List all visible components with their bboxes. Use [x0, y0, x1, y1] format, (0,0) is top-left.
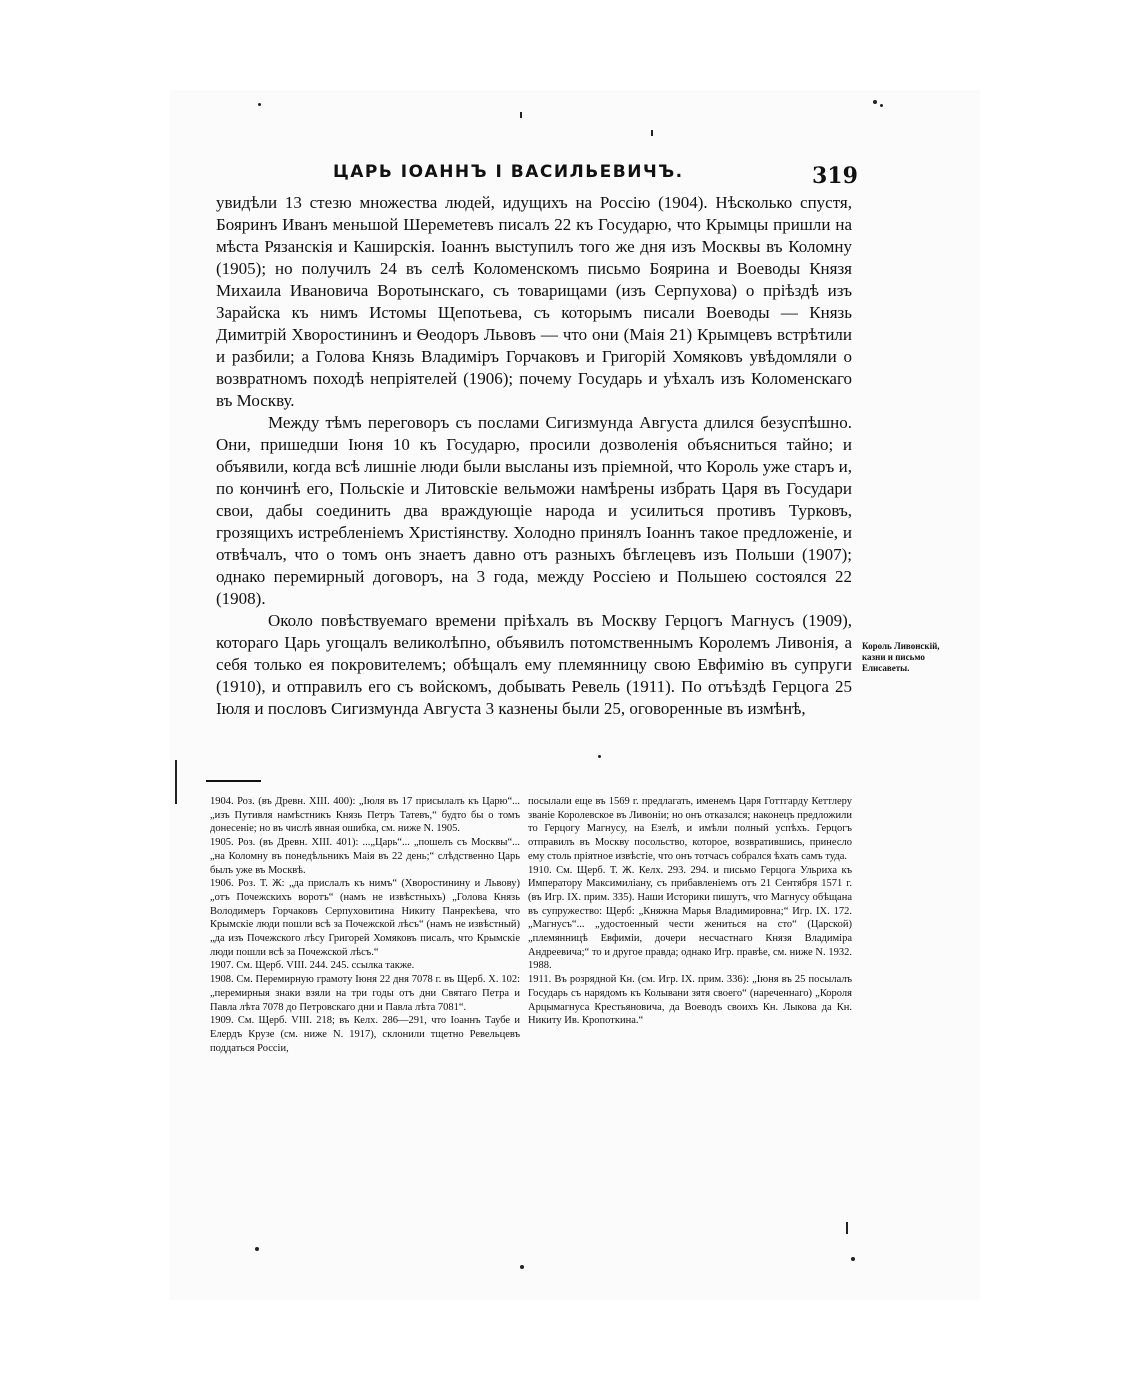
footnote-separator [206, 780, 261, 782]
scan-speck [520, 1265, 524, 1269]
scan-speck [520, 112, 522, 118]
footnote: 1910. См. Щерб. Т. Ж. Келх. 293. 294. и письмо Герцога Ульриха къ Императору Максимиліану, съ прибавленіемъ отъ 21 Сентября 1571 г. (въ Игр. IX. прим. 335). Наши Историки пишутъ, что Магнусу обѣщана въ супружество: Щерб: „Княжна Марья Владимировна;“ Игр. IX. 172. „Магнусъ“... „удостоенный чести жениться на сто“ (Царской) „племянницѣ Евфиміи, дочери несчастнаго Князя Владиміра Андреевича;“ то и другое правда; однако Игр. правѣе, см. ниже N. 1932. 1988. [528, 864, 852, 972]
scan-speck [851, 1257, 855, 1261]
main-text [216, 192, 852, 720]
page-number: 319 [812, 163, 858, 189]
paragraph: увидѣли 13 стезю множества людей, идущихъ на Россію (1904). Нѣсколько спустя, Бояринъ Иванъ меньшой Шереметевъ писалъ 22 къ Государю, что Крымцы пришли на мѣста Рязанскія и Каширскія. Іоаннъ выступилъ того же дня изъ Москвы въ Коломну (1905); но получилъ 24 въ селѣ Коломенскомъ письмо Боярина и Воеводы Князя Михаила Ивановича Воротынскаго, съ товарищами (изъ Серпухова) о пріѣздѣ изъ Зарайска къ нимъ Истомы Щепотьева, съ которымъ писали Воеводы — Князь Димитрій Хворостининъ и Ѳеодоръ Львовъ — что они (Маія 21) Крымцевъ встрѣтили и разбили; а Голова Князь Владиміръ Горчаковъ и Григорій Хомяковъ увѣдомляли о возвратномъ походѣ непріятелей (1906); почему Государь и уѣхалъ изъ Коломенскаго въ Москву. [216, 193, 852, 410]
footnote: посылали еще въ 1569 г. предлагать, именемъ Царя Готтгарду Кеттлеру званіе Королевское въ Ливоніи; но онъ отказался; наконецъ предложили то Герцогу Магнусу, на Езелѣ, и имѣли полный успѣхъ. Герцогъ отправилъ въ Москву посольство, которое, возвратившись, принесло ему столь пріятное извѣстіе, что онъ тотчасъ собрался ѣхать самъ туда. [528, 796, 852, 862]
paragraph: Между тѣмъ переговоръ съ послами Сигизмунда Августа длился безуспѣшно. Они, пришедши Іюня 10 къ Государю, просили дозволенія объясниться тайно; и объявили, когда всѣ лишніе люди были высланы изъ пріемной, что Король уже старъ и, по кончинѣ его, Польскіе и Литовскіе вельможи намѣрены избрать Царя въ Государи свои, дабы соединить два враждующіе народа и усилиться противъ Турковъ, грозящихъ истребленіемъ Христіянству. Холодно принялъ Іоаннъ такое предложеніе, и отвѣчалъ, что о томъ онъ знаетъ давно отъ разныхъ бѣглецевъ изъ Польши (1907); однако перемирный договоръ, на 3 года, между Россіею и Польшею состоялся 22 (1908). [216, 413, 852, 608]
footnote: 1904. Роз. (въ Древн. XIII. 400): „Іюля въ 17 присылалъ къ Царю“... „изъ Путивля намѣстникъ Князь Петръ Татевъ,“ будто бы о томъ донесеніе; но въ числѣ явная ошибка, см. ниже N. 1905. [210, 796, 520, 835]
margin-note: Король Ливонскій, казни и письмо Елисаветы. [862, 641, 940, 673]
footnote: 1907. См. Щерб. VIII. 244. 245. ссылка также. [210, 960, 415, 972]
scan-speck [258, 103, 261, 106]
scan-speck [880, 104, 883, 107]
scan-speck [175, 760, 177, 804]
scan-speck [255, 1247, 259, 1251]
footnotes-left-column [210, 795, 520, 1055]
footnote: 1906. Роз. Т. Ж: „да прислалъ къ нимъ“ (Хворостинину и Львову) „отъ Почежскихъ воротъ“ (намъ не извѣстныхъ) „Голова Князь Володимеръ Горчаковъ Серпуховитина Никиту Панрекѣева, что Крымскіе люди пошли всѣ за Почежской лѣсъ“ (намъ не извѣстный) „да изъ Почежского лѣсу Григорей Хомяковъ писалъ, что Крымскіе люди пошли всѣ за Почежской лѣсъ.“ [210, 878, 520, 958]
scan-speck [651, 130, 653, 136]
scan-speck [598, 755, 601, 758]
footnote: 1909. См. Щерб. VIII. 218; въ Келх. 286—291, что Іоаннъ Таубе и Елердъ Крузе (см. ниже N. 1917), склонили тщетно Ревельцевъ поддаться Россіи, [210, 1015, 520, 1054]
footnotes-right-column [528, 795, 852, 1028]
scan-speck [846, 1222, 848, 1234]
footnote: 1908. См. Перемирную грамоту Іюня 22 дня 7078 г. въ Щерб. X. 102: „перемирныя знаки взяли на три годы отъ дни Святаго Петра и Павла лѣта 7078 до Петровскаго дни и Павла лѣта 7081“. [210, 974, 520, 1013]
paragraph: Около повѣствуемаго времени пріѣхалъ въ Москву Герцогъ Магнусъ (1909), котораго Царь угощалъ великолѣпно, объявилъ потомственнымъ Королемъ Ливонія, а себя только ея покровителемъ; обѣщалъ ему племянницу свою Евфимію въ супруги (1910), и отправилъ его съ войскомъ, добывать Ревель (1911). По отъѣздѣ Герцога 25 Іюля и пословъ Сигизмунда Августа 3 казнены были 25, оговоренные въ измѣнѣ, [216, 611, 852, 718]
footnote: 1905. Роз. (въ Древн. XIII. 401): ...„Царь“... „пошелъ съ Москвы“... „на Коломну въ понедѣльникъ Маія въ 22 день;“ слѣдственно Царь былъ уже въ Москвѣ. [210, 837, 520, 876]
footnote: 1911. Въ розрядной Кн. (см. Игр. IX. прим. 336): „Іюня въ 25 посылалъ Государь съ нарядомъ къ Колывани зятя своего“ (нареченнаго) „Короля Арцымагнуса Крестьяновича, да Воеводъ своихъ Кн. Лыкова да Кн. Никиту Ив. Кропоткина.“ [528, 974, 852, 1027]
running-head: ЦАРЬ ІОАННЪ І ВАСИЛЬЕВИЧЪ. [333, 162, 684, 182]
scan-speck [873, 100, 877, 104]
